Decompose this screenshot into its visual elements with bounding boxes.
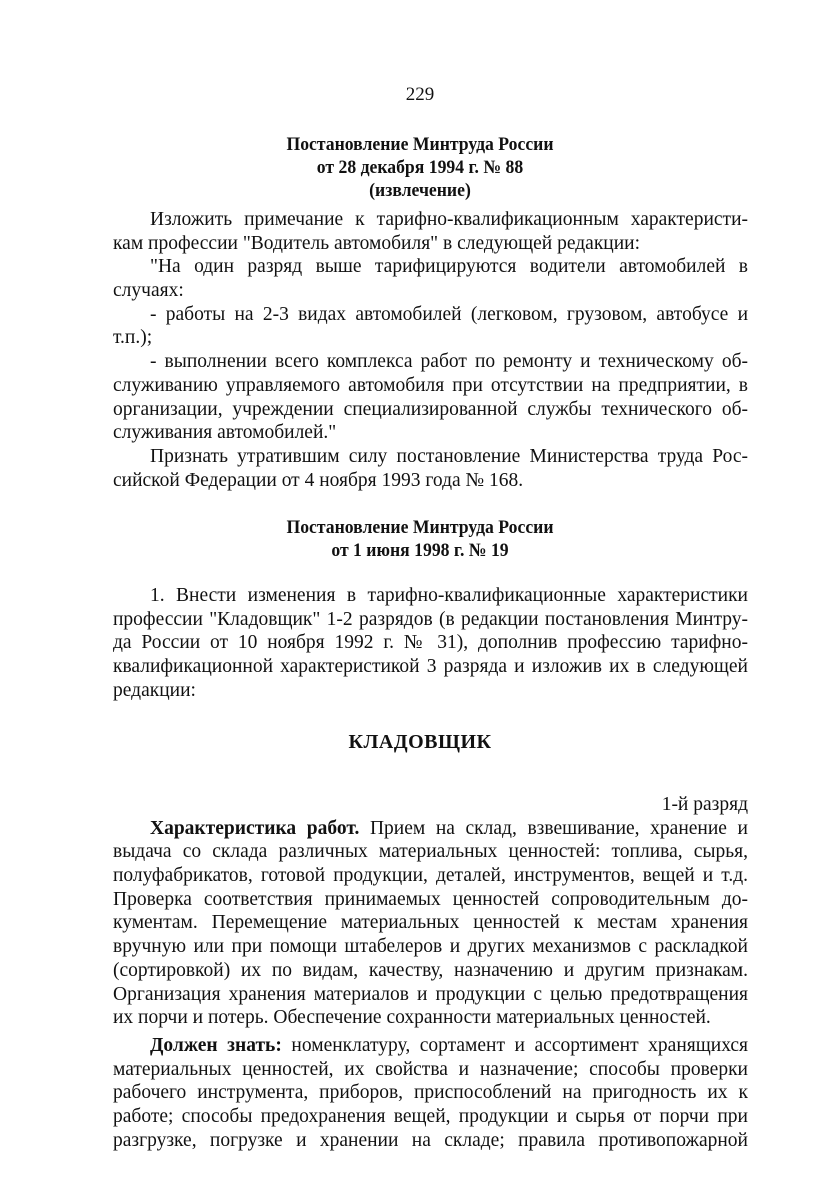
- section2-date: от 1 июня 1998 г. № 19: [331, 540, 509, 561]
- characteristics-first-text: Прием на склад, взвешивание, хранение и: [359, 817, 748, 839]
- text-line: разгрузке, погрузке и хранении на складе; правила противопожарной: [113, 1129, 748, 1151]
- text-line: кументам. Перемещение материальных ценностей к местам хранения: [113, 912, 748, 934]
- section1-heading: [29, 133, 810, 202]
- text-line: их порчи и потерь. Обеспечение сохранности материальных ценностей.: [113, 1007, 711, 1029]
- text-line: Организация хранения материалов и продукции с целью предотвращения: [113, 983, 748, 1005]
- section1-date: от 28 декабря 1994 г. № 88: [316, 157, 524, 178]
- section1-subtitle: (извлечение): [369, 180, 471, 201]
- text-line: "На один разряд выше тарифицируются водители автомобилей в: [150, 256, 748, 278]
- text-line: рабочего инструмента, приборов, приспособлений на пригодность их к: [113, 1082, 748, 1104]
- text-line: работе; способы предохранения вещей, продукции и сырья от порчи при: [113, 1105, 748, 1127]
- text-line: полуфабрикатов, готовой продукции, деталей, инструментов, вещей и т.д.: [113, 865, 748, 887]
- knowledge-label: Должен знать:: [150, 1034, 282, 1056]
- text-line: да России от 10 ноября 1992 г. № 31), дополнив профессию тарифно-: [113, 632, 748, 654]
- characteristics-lines: [113, 840, 748, 1030]
- text-line: Проверка соответствия принимаемых ценностей сопроводительным до-: [113, 888, 748, 910]
- text-line: организации, учреждении специализированной службы технического об-: [113, 398, 748, 420]
- text-line: выдача со склада различных материальных ценностей: топлива, сырья,: [113, 841, 748, 863]
- text-line: т.п.);: [113, 327, 153, 349]
- text-line: служиванию управляемого автомобиля при отсутствии на предприятии, в: [113, 374, 748, 396]
- text-line: материальных ценностей, их свойства и назначение; способы проверки: [113, 1058, 748, 1080]
- text-line: - работы на 2-3 видах автомобилей (легковом, грузовом, автобусе и: [150, 303, 748, 325]
- knowledge-first-text: номенклатуру, сортамент и ассортимент хранящихся: [281, 1034, 749, 1056]
- text-line: - выполнении всего комплекса работ по ремонту и техническому об-: [150, 351, 748, 373]
- text-line: квалификационной характеристикой 3 разряда и изложив их в следующей: [113, 656, 748, 678]
- text-line: кам профессии "Водитель автомобиля" в следующей редакции:: [113, 232, 641, 254]
- knowledge-lines: [113, 1058, 748, 1153]
- characteristics-first-line: [113, 817, 748, 841]
- text-line: Изложить примечание к тарифно-квалификационным характеристи-: [150, 209, 748, 230]
- text-line: случаях:: [113, 280, 184, 302]
- section2-body: [113, 584, 748, 702]
- text-line: профессии "Кладовщик" 1-2 разрядов (в редакции постановления Минтру-: [113, 608, 748, 630]
- text-line: Признать утратившим силу постановление Министерства труда Рос-: [150, 445, 748, 467]
- knowledge-first-line: [113, 1034, 748, 1058]
- text-line: вручную или при помощи штабелеров и других механизмов с раскладкой: [113, 936, 748, 958]
- text-line: сийской Федерации от 4 ноября 1993 года № 168.: [113, 469, 524, 491]
- text-line: служивания автомобилей.": [113, 422, 337, 444]
- text-line: редакции:: [113, 679, 196, 701]
- grade-label: 1-й разряд: [661, 794, 748, 815]
- characteristics-label: Характеристика работ.: [150, 817, 360, 839]
- profession-title: КЛАДОВЩИК: [348, 731, 492, 753]
- section1-body: [113, 208, 748, 492]
- section1-title: Постановление Минтруда России: [286, 134, 554, 155]
- page-number: 229: [405, 84, 435, 105]
- text-line: 1. Внести изменения в тарифно-квалификационные характеристики: [150, 585, 748, 606]
- profession-body: [113, 793, 748, 1152]
- text-line: (сортировкой) их по видам, качеству, назначению и другим признакам.: [113, 959, 748, 981]
- section2-heading: [29, 516, 810, 562]
- section2-title: Постановление Минтруда России: [286, 517, 554, 538]
